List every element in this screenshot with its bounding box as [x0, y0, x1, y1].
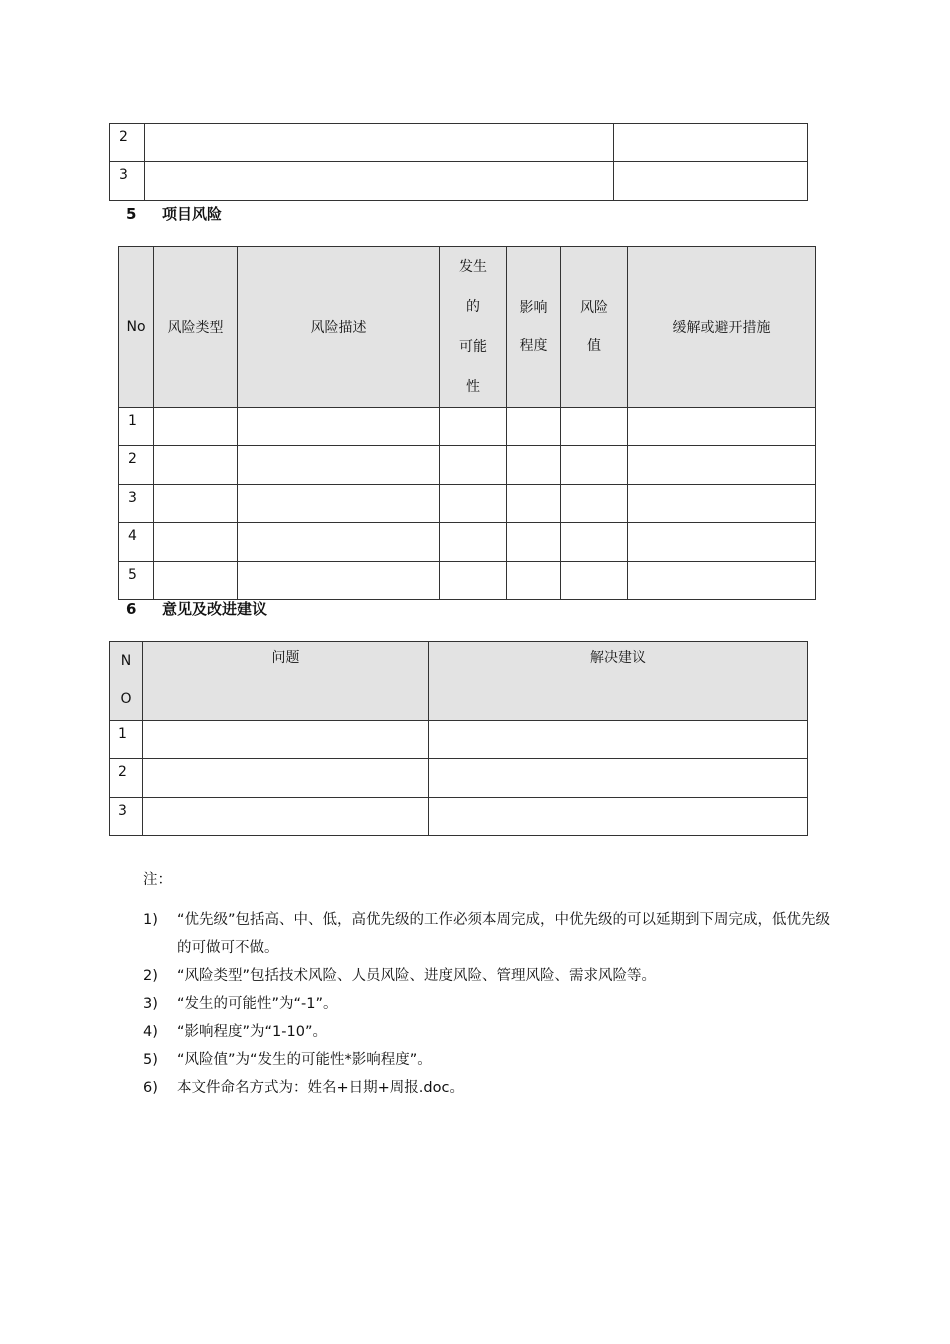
table-cell[interactable] [507, 408, 561, 446]
table-cell[interactable] [238, 562, 440, 600]
note-index: 4) [143, 1024, 158, 1040]
table-cell[interactable] [507, 446, 561, 485]
note-text: “优先级”包括高、中、低，高优先级的工作必须本周完成，中优先级的可以延期到下周完成，低优先级的可做可不做。 [177, 912, 831, 956]
note-text: 本文件命名方式为：姓名+日期+周报.doc。 [177, 1080, 464, 1096]
notes-title: 注： [143, 872, 172, 888]
note-text: “影响程度”为“1-10”。 [177, 1024, 327, 1040]
table-cell[interactable] [143, 798, 429, 836]
table-row [110, 124, 808, 162]
table-cell[interactable] [561, 408, 628, 446]
row-number: 5 [119, 562, 154, 600]
section-number: 5 [126, 205, 137, 223]
note-item [143, 1046, 833, 1074]
row-number: 2 [119, 446, 154, 485]
table-cell[interactable] [507, 562, 561, 600]
note-item [143, 906, 833, 962]
table-cell[interactable] [628, 408, 816, 446]
table-cell[interactable] [238, 446, 440, 485]
header-issue: 问题 [143, 642, 429, 721]
header-mitigation: 缓解或避开措施 [628, 247, 816, 408]
header-no: N O [110, 642, 143, 721]
notes [143, 868, 833, 1102]
row-number: 4 [119, 523, 154, 562]
table-cell[interactable] [628, 446, 816, 485]
table-cell[interactable] [440, 523, 507, 562]
row-number: 3 [110, 798, 143, 836]
table-cell[interactable] [145, 162, 614, 201]
suggestion-table [109, 641, 808, 836]
row-number: 3 [119, 485, 154, 523]
table-row [119, 485, 816, 523]
table-cell[interactable] [429, 759, 808, 798]
table-cell[interactable] [154, 408, 238, 446]
table-cell[interactable] [561, 485, 628, 523]
table-cell[interactable] [429, 721, 808, 759]
section-heading-6 [126, 598, 267, 619]
table-cell[interactable] [238, 408, 440, 446]
note-index: 6) [143, 1080, 158, 1096]
table-cell[interactable] [145, 124, 614, 162]
table-cell[interactable] [628, 485, 816, 523]
table-header-row [119, 247, 816, 408]
table-cell[interactable] [154, 446, 238, 485]
table-cell[interactable] [440, 485, 507, 523]
note-text: “发生的可能性”为“-1”。 [177, 996, 338, 1012]
table-cell[interactable] [143, 721, 429, 759]
section-heading-5 [126, 203, 222, 224]
table-cell[interactable] [154, 523, 238, 562]
section-title: 项目风险 [162, 205, 223, 223]
table-cell[interactable] [143, 759, 429, 798]
row-number: 2 [110, 759, 143, 798]
note-index: 3) [143, 996, 158, 1012]
table-cell[interactable] [440, 446, 507, 485]
table-cell[interactable] [561, 562, 628, 600]
header-risk-description: 风险描述 [238, 247, 440, 408]
note-item [143, 990, 833, 1018]
table-row [110, 759, 808, 798]
row-number: 1 [110, 721, 143, 759]
table-cell[interactable] [507, 485, 561, 523]
header-likelihood: 发生 的 可能 性 [440, 247, 507, 408]
table-cell[interactable] [507, 523, 561, 562]
table-cell[interactable] [429, 798, 808, 836]
top-table [109, 123, 808, 201]
row-number: 3 [110, 162, 145, 201]
header-no: No [119, 247, 154, 408]
table-cell[interactable] [628, 523, 816, 562]
table-cell[interactable] [614, 162, 808, 201]
note-index: 2) [143, 968, 158, 984]
table-cell[interactable] [561, 446, 628, 485]
table-cell[interactable] [440, 562, 507, 600]
note-item [143, 962, 833, 990]
header-suggestion: 解决建议 [429, 642, 808, 721]
table-cell[interactable] [154, 485, 238, 523]
table-row [110, 721, 808, 759]
note-text: “风险类型”包括技术风险、人员风险、进度风险、管理风险、需求风险等。 [177, 968, 657, 984]
note-index: 5) [143, 1052, 158, 1068]
row-number: 2 [110, 124, 145, 162]
table-row [119, 523, 816, 562]
risk-table [118, 246, 816, 600]
table-header-row [110, 642, 808, 721]
header-impact: 影响 程度 [507, 247, 561, 408]
table-row [119, 408, 816, 446]
table-row [110, 798, 808, 836]
note-index: 1) [143, 912, 158, 928]
note-item [143, 1074, 833, 1102]
table-cell[interactable] [628, 562, 816, 600]
header-risk-value: 风险 值 [561, 247, 628, 408]
note-item [143, 1018, 833, 1046]
table-cell[interactable] [561, 523, 628, 562]
header-risk-type: 风险类型 [154, 247, 238, 408]
table-cell[interactable] [614, 124, 808, 162]
table-row [119, 446, 816, 485]
table-row [119, 562, 816, 600]
table-cell[interactable] [154, 562, 238, 600]
table-row [110, 162, 808, 201]
table-cell[interactable] [238, 523, 440, 562]
table-cell[interactable] [440, 408, 507, 446]
table-cell[interactable] [238, 485, 440, 523]
note-text: “风险值”为“发生的可能性*影响程度”。 [177, 1052, 432, 1068]
row-number: 1 [119, 408, 154, 446]
section-number: 6 [126, 600, 137, 618]
section-title: 意见及改进建议 [162, 600, 268, 618]
